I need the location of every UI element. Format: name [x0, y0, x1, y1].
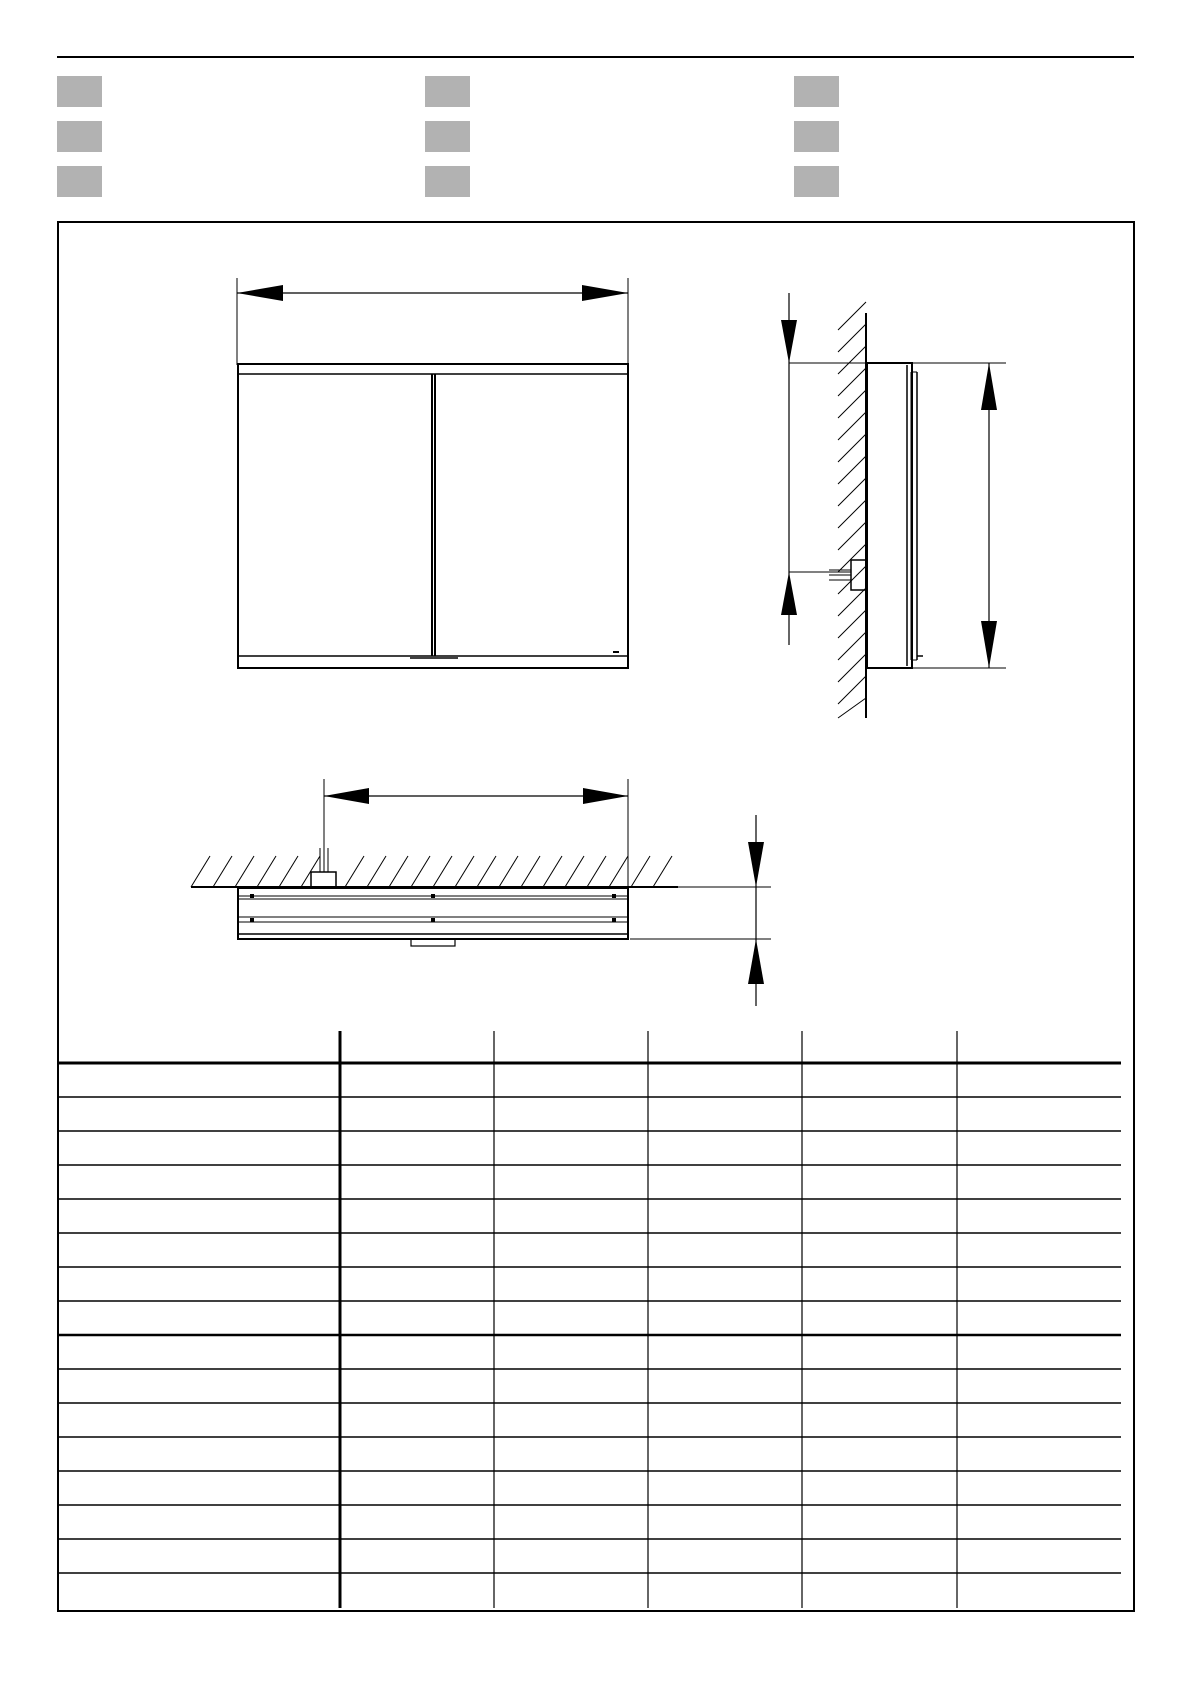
arrow-right-icon: [583, 788, 628, 804]
arrow-down-icon: [981, 621, 997, 668]
top-view: [191, 779, 771, 1006]
arrow-left-icon: [237, 285, 283, 301]
wall-hatching: [838, 302, 866, 718]
side-view: [781, 293, 1006, 718]
arrow-right-icon: [582, 285, 628, 301]
outlet-box: [311, 872, 336, 887]
arrow-down-icon: [781, 320, 797, 363]
arrow-up-icon: [748, 939, 764, 984]
wall-hatching: [191, 856, 672, 887]
arrow-down-icon: [748, 842, 764, 887]
arrow-up-icon: [981, 363, 997, 410]
arrow-up-icon: [781, 572, 797, 615]
cabinet-side-outline: [867, 363, 912, 668]
arrow-left-icon: [324, 788, 369, 804]
front-view: [237, 278, 628, 668]
outlet-box: [851, 560, 866, 590]
dimension-table: [59, 1031, 1121, 1608]
